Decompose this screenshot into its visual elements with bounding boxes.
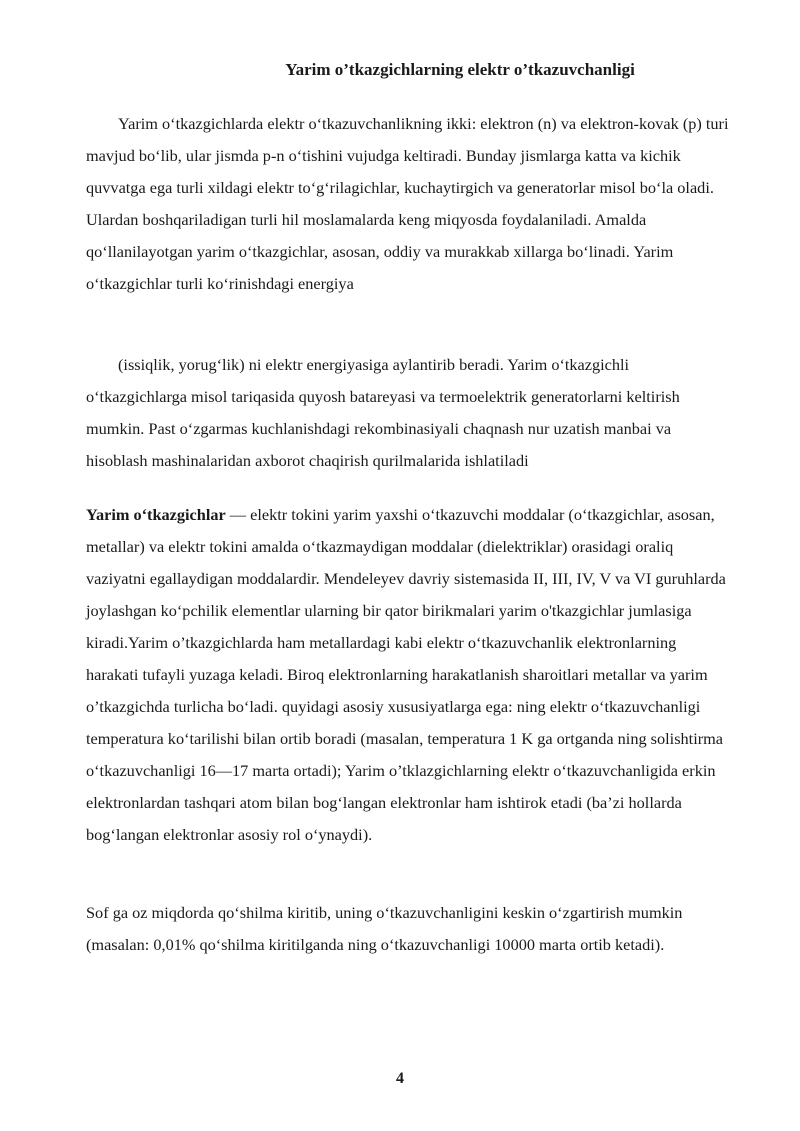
definition-text: — elektr tokini yarim yaxshi oʻtkazuvchi moddalar (oʻtkazgichlar, asosan, metallar) va elektr tokini amalda oʻtkazmaydigan moddalar (dielektriklar) orasidagi oraliq vaziyatni egallaydigan moddalardir. Mendeleyev davriy sistemasida II, III, IV, V va VI guruhlarda joylashgan koʻpchilik elementlar ularning bir qator birikmalari yarim o'tkazgichlar jumlasiga kiradi.Yarim o’tkazgichlarda ham metallardagi kabi elektr oʻtkazuvchanlik elektronlarning harakati tufayli yuzaga keladi. Biroq elektronlarning harakatlanish sharoitlari metallar va yarim o’tkazgichda turlicha boʻladi. quyidagi asosiy xususiyatlarga ega: ning elektr oʻtkazuvchanligi temperatura koʻtarilishi bilan ortib boradi (masalan, temperatura 1 K ga ortganda ning solishtirma oʻtkazuvchanligi 16—17 marta ortadi); Yarim o’tklazgichlarning elektr oʻtkazuvchanligida erkin elektronlardan tashqari atom bilan bogʻlangan elektronlar ham ishtirok etadi (baʼzi hollarda bogʻlangan elektronlar asosiy rol oʻynaydi). <box>86 505 726 844</box>
document-title: Yarim o’tkazgichlarning elektr o’tkazuvchanligi <box>285 60 635 79</box>
page-number: 4 <box>396 1070 404 1087</box>
definition-term: Yarim oʻtkazgichlar <box>86 505 226 524</box>
paragraph-applications: (issiqlik, yorugʻlik) ni elektr energiyasiga aylantirib beradi. Yarim oʻtkazgichli oʻtkazgichlarga misol tariqasida quyosh batareyasi va termoelektrik generatorlarni keltirish mumkin. Past oʻzgarmas kuchlanishdagi rekombinasiyali chaqnash nur uzatish manbai va hisoblash mashinalaridan axborot chaqirish qurilmalarida ishlatiladi <box>86 355 680 470</box>
paragraph-closing: Sof ga oz miqdorda qoʻshilma kiritib, uning oʻtkazuvchanligini keskin oʻzgartirish mumkin (masalan: 0,01% qoʻshilma kiritilganda ning oʻtkazuvchanligi 10000 marta ortib ketadi). <box>86 903 683 954</box>
paragraph-definition <box>86 499 732 851</box>
paragraph-intro: Yarim oʻtkazgichlarda elektr oʻtkazuvchanlikning ikki: elektron (n) va elektron-kovak (p) turi mavjud boʻlib, ular jismda p-n oʻtishini vujudga keltiradi. Bunday jismlarga katta va kichik quvvatga ega turli xildagi elektr toʻgʻrilagichlar, kuchaytirgich va generatorlar misol boʻla oladi. Ulardan boshqariladigan turli hil moslamalarda keng miqyosda foydalaniladi. Amalda qoʻllanilayotgan yarim oʻtkazgichlar, asosan, oddiy va murakkab xillarga boʻlinadi. Yarim oʻtkazgichlar turli koʻrinishdagi energiya <box>86 114 729 293</box>
